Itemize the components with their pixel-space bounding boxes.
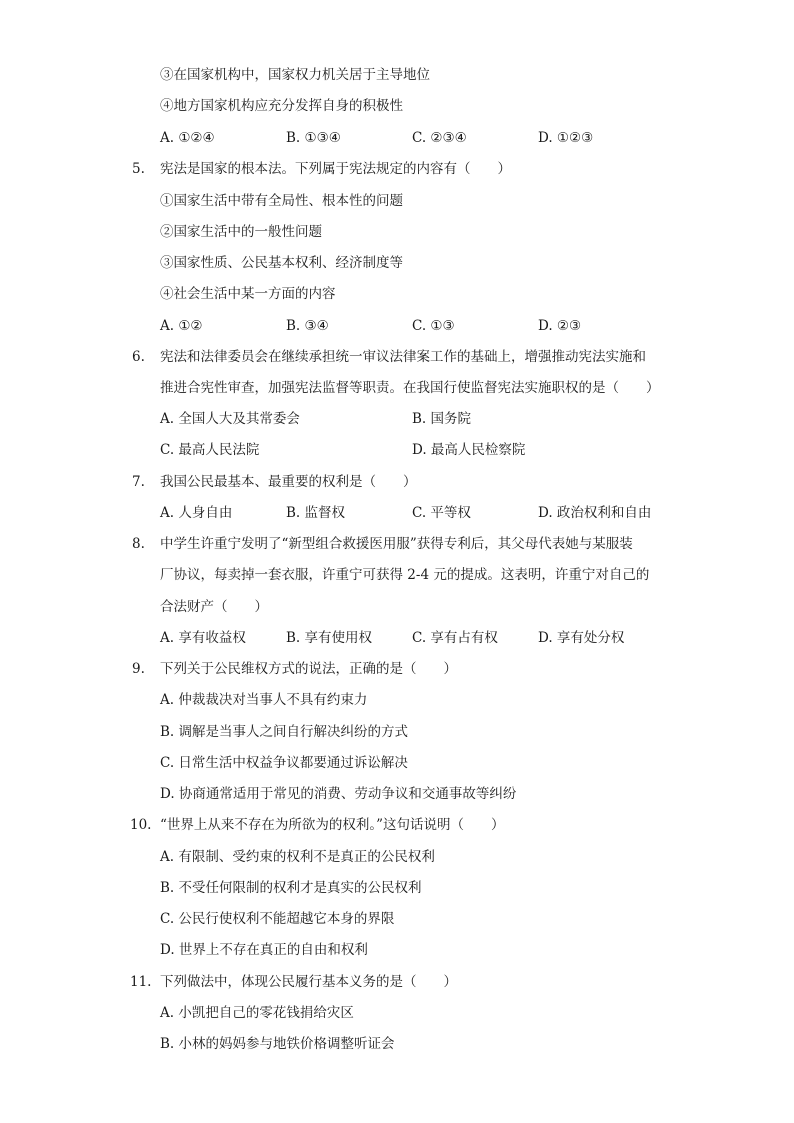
q10-option-c[interactable]: C. 公民行使权利不能超越它本身的界限 <box>160 911 395 927</box>
q4-option-a[interactable]: A. ①②④ <box>160 130 215 146</box>
q5-option-c[interactable]: C. ①③ <box>412 318 455 334</box>
q4-item-3: ③在国家机构中，国家权力机关居于主导地位 <box>160 67 430 83</box>
q7-stem: 我国公民最基本、最重要的权利是（ ） <box>160 474 417 490</box>
q4-option-d[interactable]: D. ①②③ <box>538 130 594 146</box>
q5-stem: 宪法是国家的根本法。下列属于宪法规定的内容有（ ） <box>160 161 511 177</box>
q7-number: 7. <box>132 474 145 490</box>
q5-option-b[interactable]: B. ③④ <box>286 318 329 334</box>
q11-option-a[interactable]: A. 小凯把自己的零花钱捐给灾区 <box>160 1005 354 1021</box>
q8-options <box>160 627 660 649</box>
q7-option-b[interactable]: B. 监督权 <box>286 505 346 521</box>
q10-number: 10. <box>130 817 152 833</box>
q7-option-d[interactable]: D. 政治权利和自由 <box>538 505 652 521</box>
q6-option-b[interactable]: B. 国务院 <box>412 411 472 427</box>
q8-number: 8. <box>132 536 145 552</box>
q6-stem-line-1: 宪法和法律委员会在继续承担统一审议法律案工作的基础上，增强推动宪法实施和 <box>160 349 646 365</box>
q5-option-d[interactable]: D. ②③ <box>538 318 582 334</box>
q6-number: 6. <box>132 349 145 365</box>
q5-item-1: ①国家生活中带有全局性、根本性的问题 <box>160 193 403 209</box>
q11-stem: 下列做法中，体现公民履行基本义务的是（ ） <box>160 974 457 990</box>
q9-option-b[interactable]: B. 调解是当事人之间自行解决纠纷的方式 <box>160 724 409 740</box>
q9-stem: 下列关于公民维权方式的说法，正确的是（ ） <box>160 661 457 677</box>
q6-stem-line-2: 推进合宪性审查，加强宪法监督等职责。在我国行使监督宪法实施职权的是（ ） <box>160 380 660 396</box>
q8-option-a[interactable]: A. 享有收益权 <box>160 630 246 646</box>
q8-option-b[interactable]: B. 享有使用权 <box>286 630 373 646</box>
q8-stem-line-1: 中学生许重宁发明了“新型组合救援医用服”获得专利后，其父母代表她与某服装 <box>160 536 633 552</box>
q5-item-3: ③国家性质、公民基本权利、经济制度等 <box>160 255 403 271</box>
q7-option-c[interactable]: C. 平等权 <box>412 505 471 521</box>
q6-option-d[interactable]: D. 最高人民检察院 <box>412 442 526 458</box>
q5-item-4: ④社会生活中某一方面的内容 <box>160 286 336 302</box>
q10-option-d[interactable]: D. 世界上不存在真正的自由和权利 <box>160 942 368 958</box>
q4-option-c[interactable]: C. ②③④ <box>412 130 467 146</box>
q6-option-a[interactable]: A. 全国人大及其常委会 <box>160 411 300 427</box>
q10-stem: “世界上从来不存在为所欲为的权利。”这句话说明（ ） <box>160 817 505 833</box>
q9-option-c[interactable]: C. 日常生活中权益争议都要通过诉讼解决 <box>160 755 408 771</box>
q6-options-row-2 <box>160 439 660 461</box>
q5-item-2: ②国家生活中的一般性问题 <box>160 224 322 240</box>
q11-option-b[interactable]: B. 小林的妈妈参与地铁价格调整听证会 <box>160 1036 395 1052</box>
q6-option-c[interactable]: C. 最高人民法院 <box>160 442 260 458</box>
q7-option-a[interactable]: A. 人身自由 <box>160 505 233 521</box>
q8-option-c[interactable]: C. 享有占有权 <box>412 630 498 646</box>
q9-number: 9. <box>132 661 145 677</box>
q11-number: 11. <box>130 974 152 990</box>
q10-option-a[interactable]: A. 有限制、受约束的权利不是真正的公民权利 <box>160 849 435 865</box>
q4-options <box>160 127 660 149</box>
q6-options-row-1 <box>160 408 660 430</box>
q7-options <box>160 502 660 524</box>
q5-options <box>160 315 660 337</box>
q8-stem-line-3: 合法财产（ ） <box>160 599 268 615</box>
q5-option-a[interactable]: A. ①② <box>160 318 203 334</box>
q9-option-d[interactable]: D. 协商通常适用于常见的消费、劳动争议和交通事故等纠纷 <box>160 786 517 802</box>
q5-number: 5. <box>132 161 145 177</box>
q10-option-b[interactable]: B. 不受任何限制的权利才是真实的公民权利 <box>160 880 422 896</box>
q8-stem-line-2: 厂协议，每卖掉一套衣服，许重宁可获得 2-4 元的提成。这表明，许重宁对自己的 <box>160 567 650 583</box>
q8-option-d[interactable]: D. 享有处分权 <box>538 630 625 646</box>
q4-item-4: ④地方国家机构应充分发挥自身的积极性 <box>160 98 403 114</box>
q4-option-b[interactable]: B. ①③④ <box>286 130 341 146</box>
q9-option-a[interactable]: A. 仲裁裁决对当事人不具有约束力 <box>160 692 368 708</box>
